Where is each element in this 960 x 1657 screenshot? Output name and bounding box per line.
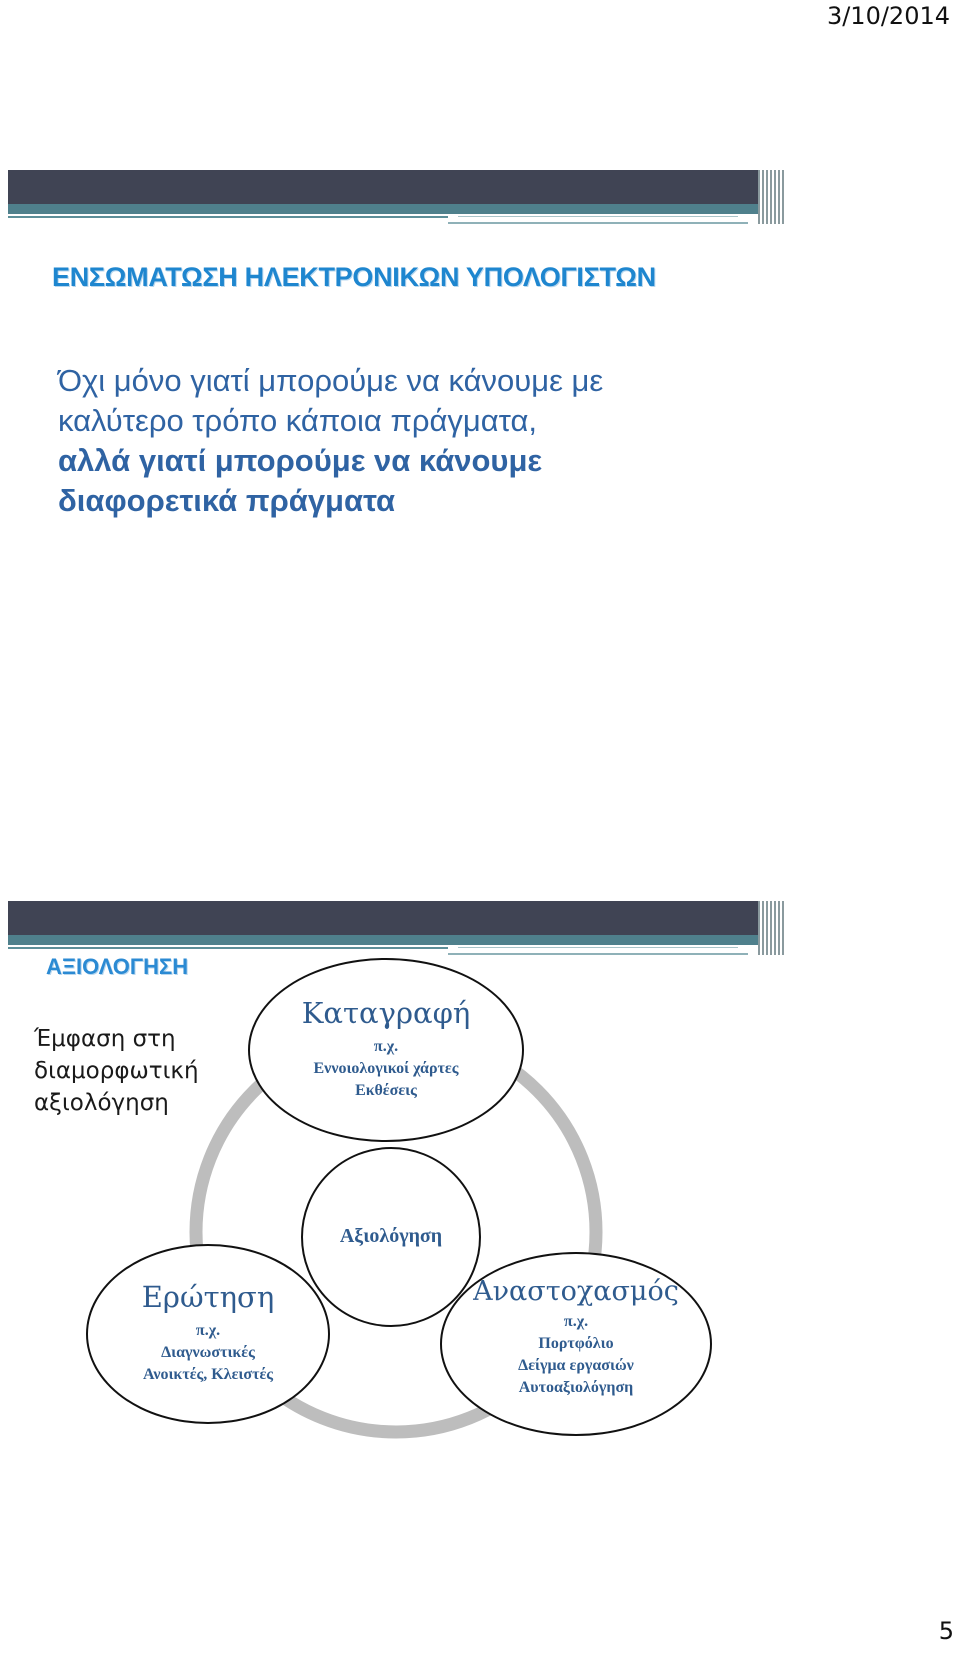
quote-line: Όχι μόνο γιατί μπορούμε να κάνουμε με	[58, 363, 604, 398]
quote-line: καλύτερο τρόπο κάποια πράγματα,	[58, 403, 538, 438]
top-ellipse	[248, 958, 524, 1142]
detail-line: π.χ.	[373, 1038, 399, 1055]
left-ellipse-detail	[88, 1320, 328, 1386]
top-ellipse-title: Καταγραφή	[301, 996, 471, 1030]
detail-line: π.χ.	[563, 1313, 589, 1330]
detail-line: Πορτφόλιο	[538, 1335, 614, 1352]
slide2-title: ΑΞΙΟΛΟΓΗΣΗ	[46, 954, 189, 979]
detail-line: Εννοιολογικοί χάρτες	[313, 1060, 459, 1077]
detail-line: Δείγμα εργασιών	[518, 1357, 634, 1374]
detail-line: π.χ.	[195, 1322, 221, 1339]
detail-line: Διαγνωστικές	[161, 1344, 255, 1361]
detail-line: Αυτοαξιολόγηση	[518, 1379, 634, 1396]
detail-line: Εκθέσεις	[355, 1082, 417, 1099]
emphasis-line: Έμφαση στη	[34, 1026, 176, 1052]
detail-line: Ανοικτές, Κλειστές	[142, 1366, 274, 1383]
page-number: 5	[938, 1617, 954, 1645]
emphasis-line: αξιολόγηση	[34, 1090, 169, 1116]
right-ellipse-detail	[442, 1311, 710, 1399]
right-ellipse	[440, 1252, 712, 1436]
quote-line: διαφορετικά πράγματα	[58, 483, 396, 518]
quote-line: αλλά γιατί μπορούμε να κάνουμε	[58, 443, 543, 478]
document-date: 3/10/2014	[826, 2, 950, 30]
emphasis-line: διαμορφωτική	[34, 1058, 199, 1084]
left-ellipse	[86, 1244, 330, 1424]
left-ellipse-title: Ερώτηση	[141, 1280, 275, 1314]
top-ellipse-detail	[250, 1036, 522, 1102]
right-ellipse-title: Αναστοχασμός	[473, 1276, 679, 1307]
slide1-title: ΕΝΣΩΜΑΤΩΣΗ ΗΛΕΚΤΡΟΝΙΚΩΝ ΥΠΟΛΟΓΙΣΤΩΝ	[52, 262, 656, 292]
center-label: Αξιολόγηση	[339, 1225, 443, 1247]
